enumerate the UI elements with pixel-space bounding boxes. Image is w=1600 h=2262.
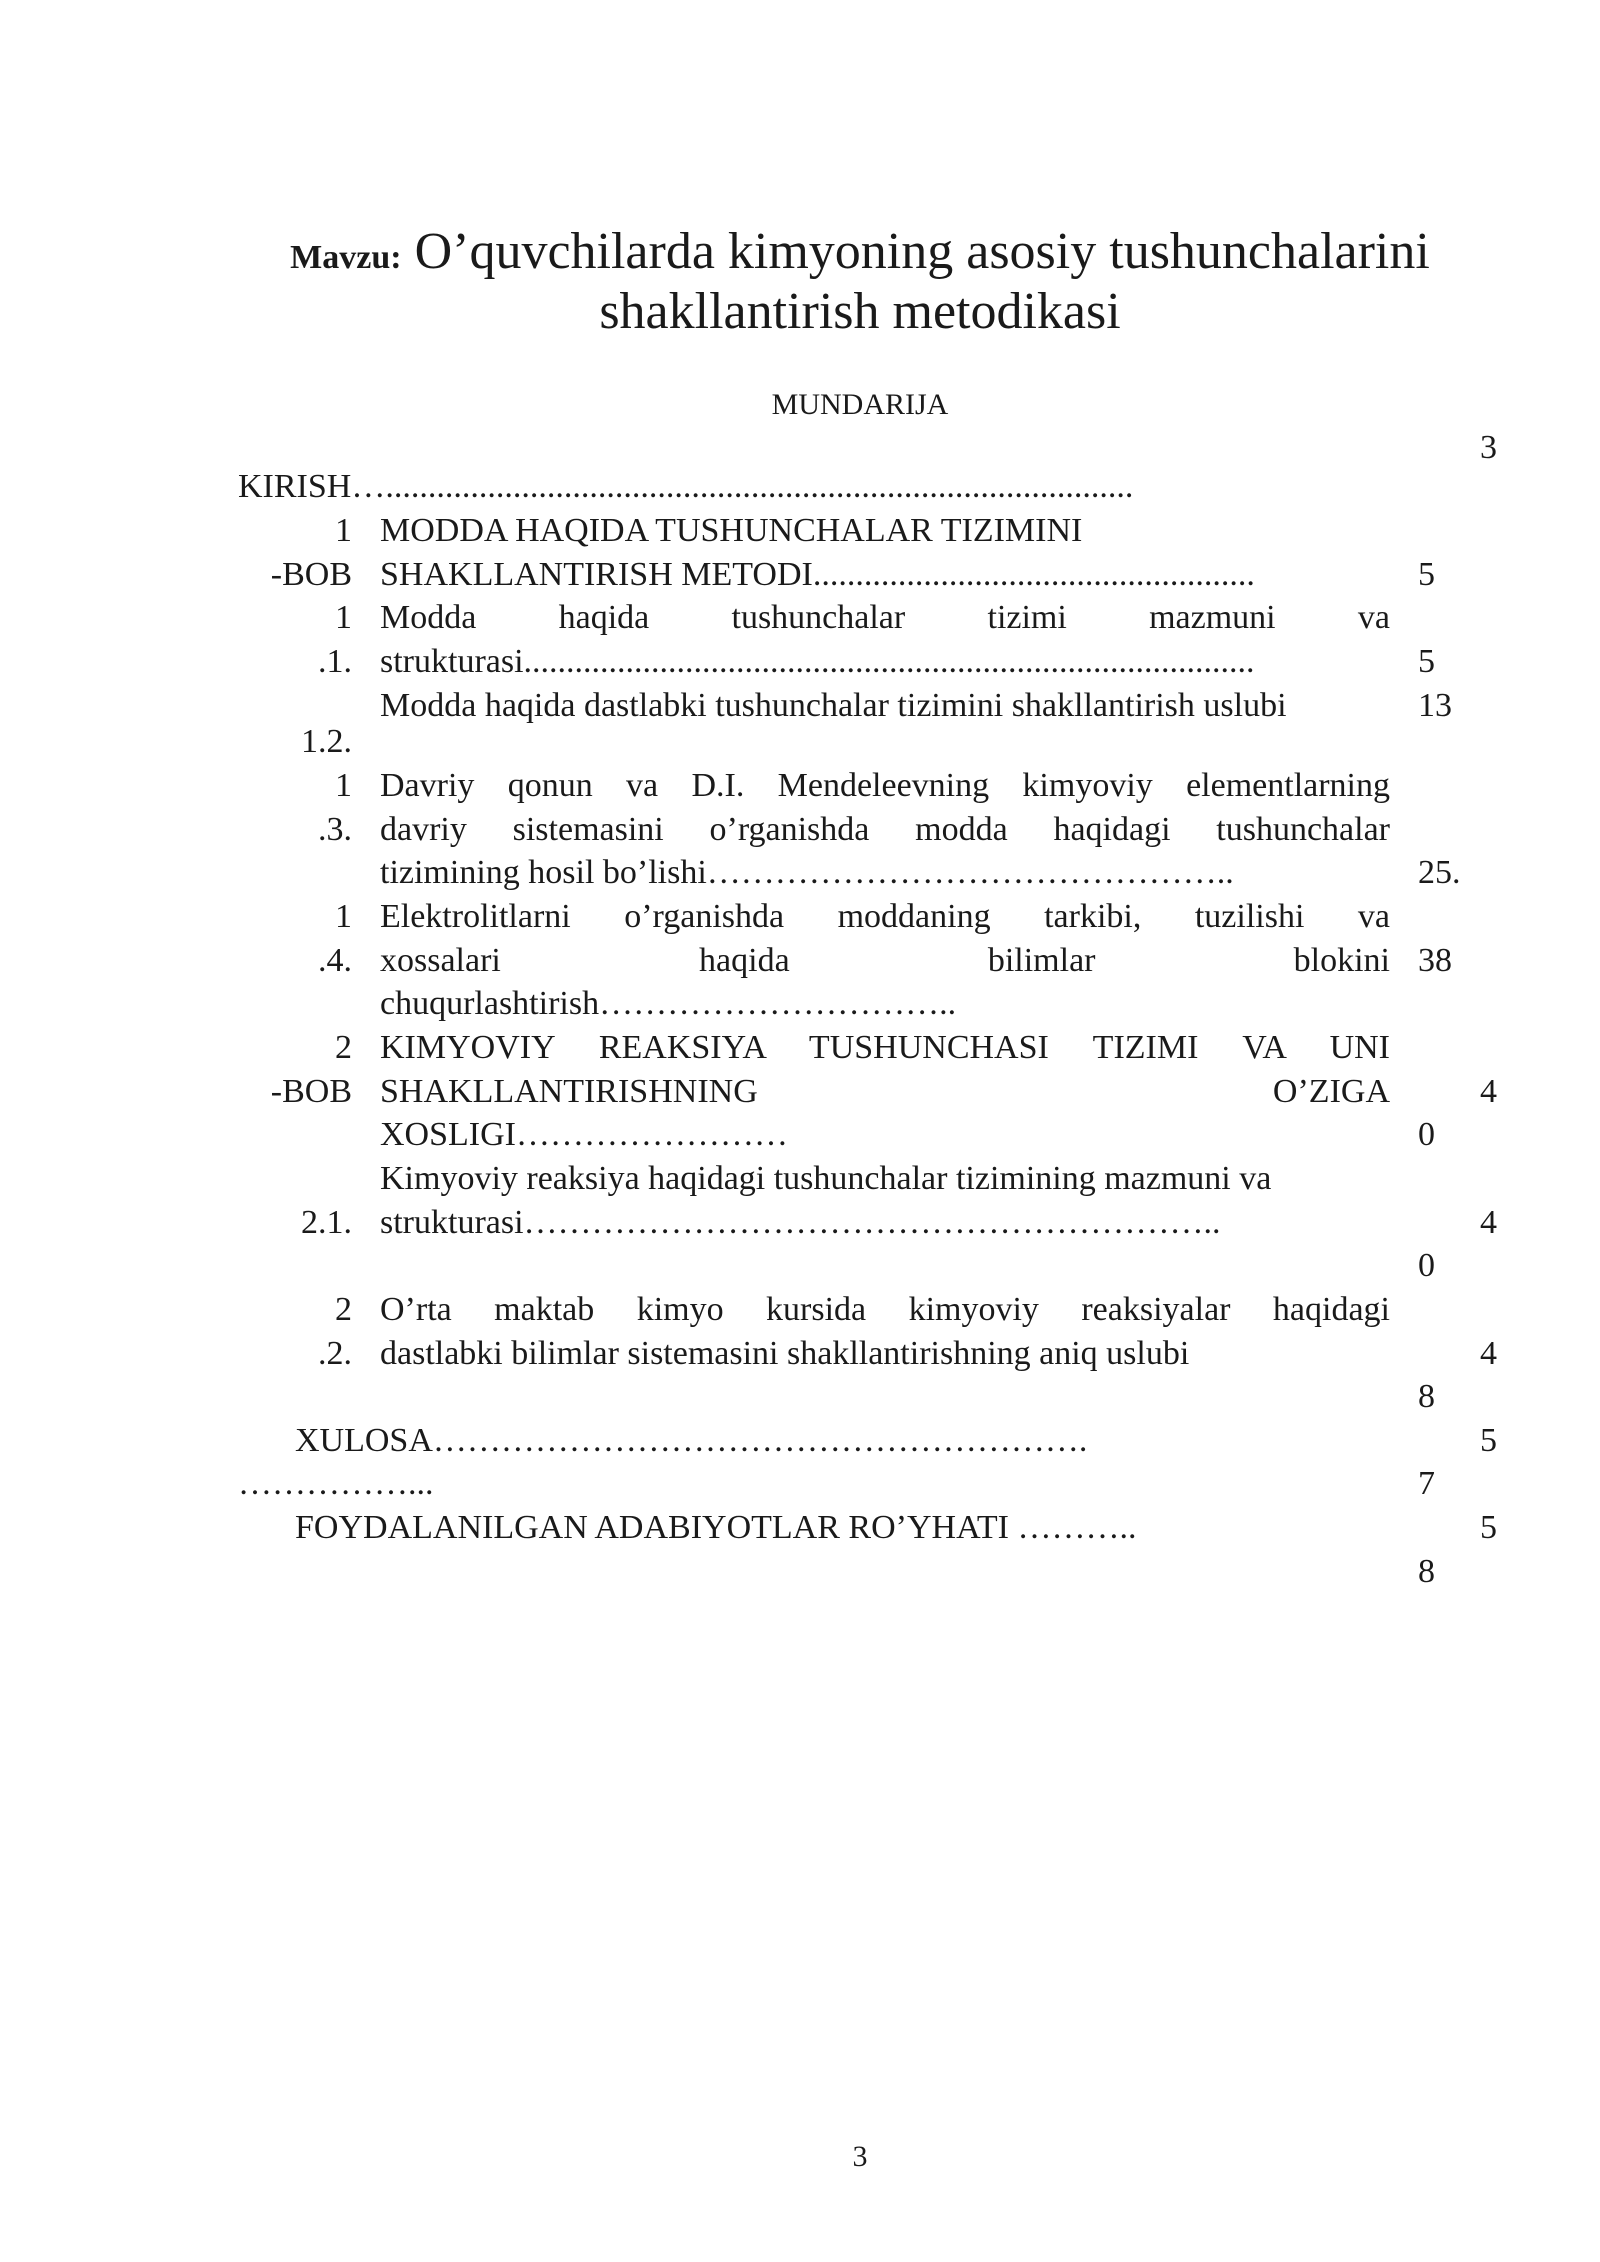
title-line-1: O’quvchilarda kimyoning asosiy tushunchalarini <box>414 223 1430 280</box>
toc-number: 1 <box>335 898 352 935</box>
toc-entry-references: FOYDALANILGAN ADABIYOTLAR RO’YHATI ……….. <box>295 1509 1137 1546</box>
toc-number: 2 <box>335 1029 352 1066</box>
toc-number: -BOB <box>270 556 352 593</box>
toc-entry-text: ……………... <box>238 1465 434 1502</box>
toc-entry-text: strukturasi...................................................................................... <box>380 643 1255 680</box>
toc-page: 38 <box>1418 942 1452 979</box>
toc-page: 5 <box>1418 556 1435 593</box>
toc-page: 4 <box>1480 1073 1497 1110</box>
toc-entry-text: Elektrolitlarni o’rganishda moddaning tarkibi, tuzilishi va <box>380 898 1390 935</box>
toc-entry-xulosa: XULOSA…………………………………………………. <box>295 1422 1088 1459</box>
toc-entry-text: dastlabki bilimlar sistemasini shakllantirishning aniq uslubi <box>380 1335 1190 1372</box>
toc-entry-text: xossalari haqida bilimlar blokini <box>380 942 1390 979</box>
topic-label: Mavzu: <box>290 239 402 276</box>
toc-entry-text: Kimyoviy reaksiya haqidagi tushunchalar tizimining mazmuni va <box>380 1160 1272 1197</box>
toc-number: 1 <box>335 767 352 804</box>
toc-heading: MUNDARIJA <box>771 388 949 421</box>
toc-entry-text: SHAKLLANTIRISHNING O’ZIGA <box>380 1073 1390 1110</box>
toc-page: 3 <box>1480 429 1497 466</box>
toc-entry-kirish: KIRISH…........................................................................................ <box>238 468 1134 505</box>
toc-number: 1 <box>335 599 352 636</box>
toc-page: 25. <box>1418 854 1461 891</box>
page-number: 3 <box>852 2140 868 2173</box>
document-title <box>0 222 1600 288</box>
toc-page: 4 <box>1480 1335 1497 1372</box>
toc-page: 7 <box>1418 1465 1435 1502</box>
toc-page: 13 <box>1418 687 1452 724</box>
toc-entry-text: tizimining hosil bo’lishi……………………………………….. <box>380 854 1234 891</box>
toc-entry-text: Modda haqida tushunchalar tizimi mazmuni va <box>380 599 1390 636</box>
toc-entry-text: chuqurlashtirish………………………….. <box>380 985 957 1022</box>
toc-number: 1.2. <box>301 723 352 760</box>
toc-page: 5 <box>1480 1422 1497 1459</box>
toc-page: 0 <box>1418 1116 1435 1153</box>
toc-number: .1. <box>318 643 352 680</box>
toc-page: 0 <box>1418 1247 1435 1284</box>
toc-entry-text: O’rta maktab kimyo kursida kimyoviy reaksiyalar haqidagi <box>380 1291 1390 1328</box>
toc-page: 8 <box>1418 1378 1435 1415</box>
title-line-2: shakllantirish metodikasi <box>599 283 1121 340</box>
toc-page: 4 <box>1480 1204 1497 1241</box>
toc-entry-text: XOSLIGI…………………… <box>380 1116 788 1153</box>
toc-number: .4. <box>318 942 352 979</box>
toc-entry-text: MODDA HAQIDA TUSHUNCHALAR TIZIMINI <box>380 512 1083 549</box>
toc-number: .2. <box>318 1335 352 1372</box>
toc-number: 2.1. <box>301 1204 352 1241</box>
toc-entry-text: Modda haqida dastlabki tushunchalar tizimini shakllantirish uslubi <box>380 687 1287 724</box>
toc-entry-text: KIMYOVIY REAKSIYA TUSHUNCHASI TIZIMI VA UNI <box>380 1029 1390 1066</box>
toc-entry-text: SHAKLLANTIRISH METODI.................................................... <box>380 556 1255 593</box>
toc-number: 1 <box>335 512 352 549</box>
toc-page: 5 <box>1418 643 1435 680</box>
toc-entry-text: strukturasi…………………………………………………….. <box>380 1204 1221 1241</box>
toc-number: 2 <box>335 1291 352 1328</box>
toc-page: 5 <box>1480 1509 1497 1546</box>
toc-page: 8 <box>1418 1553 1435 1590</box>
toc-number: .3. <box>318 811 352 848</box>
toc-number: -BOB <box>270 1073 352 1110</box>
toc-entry-text: Davriy qonun va D.I. Mendeleevning kimyoviy elementlarning <box>380 767 1390 804</box>
toc-entry-text: davriy sistemasini o’rganishda modda haqidagi tushunchalar <box>380 811 1390 848</box>
